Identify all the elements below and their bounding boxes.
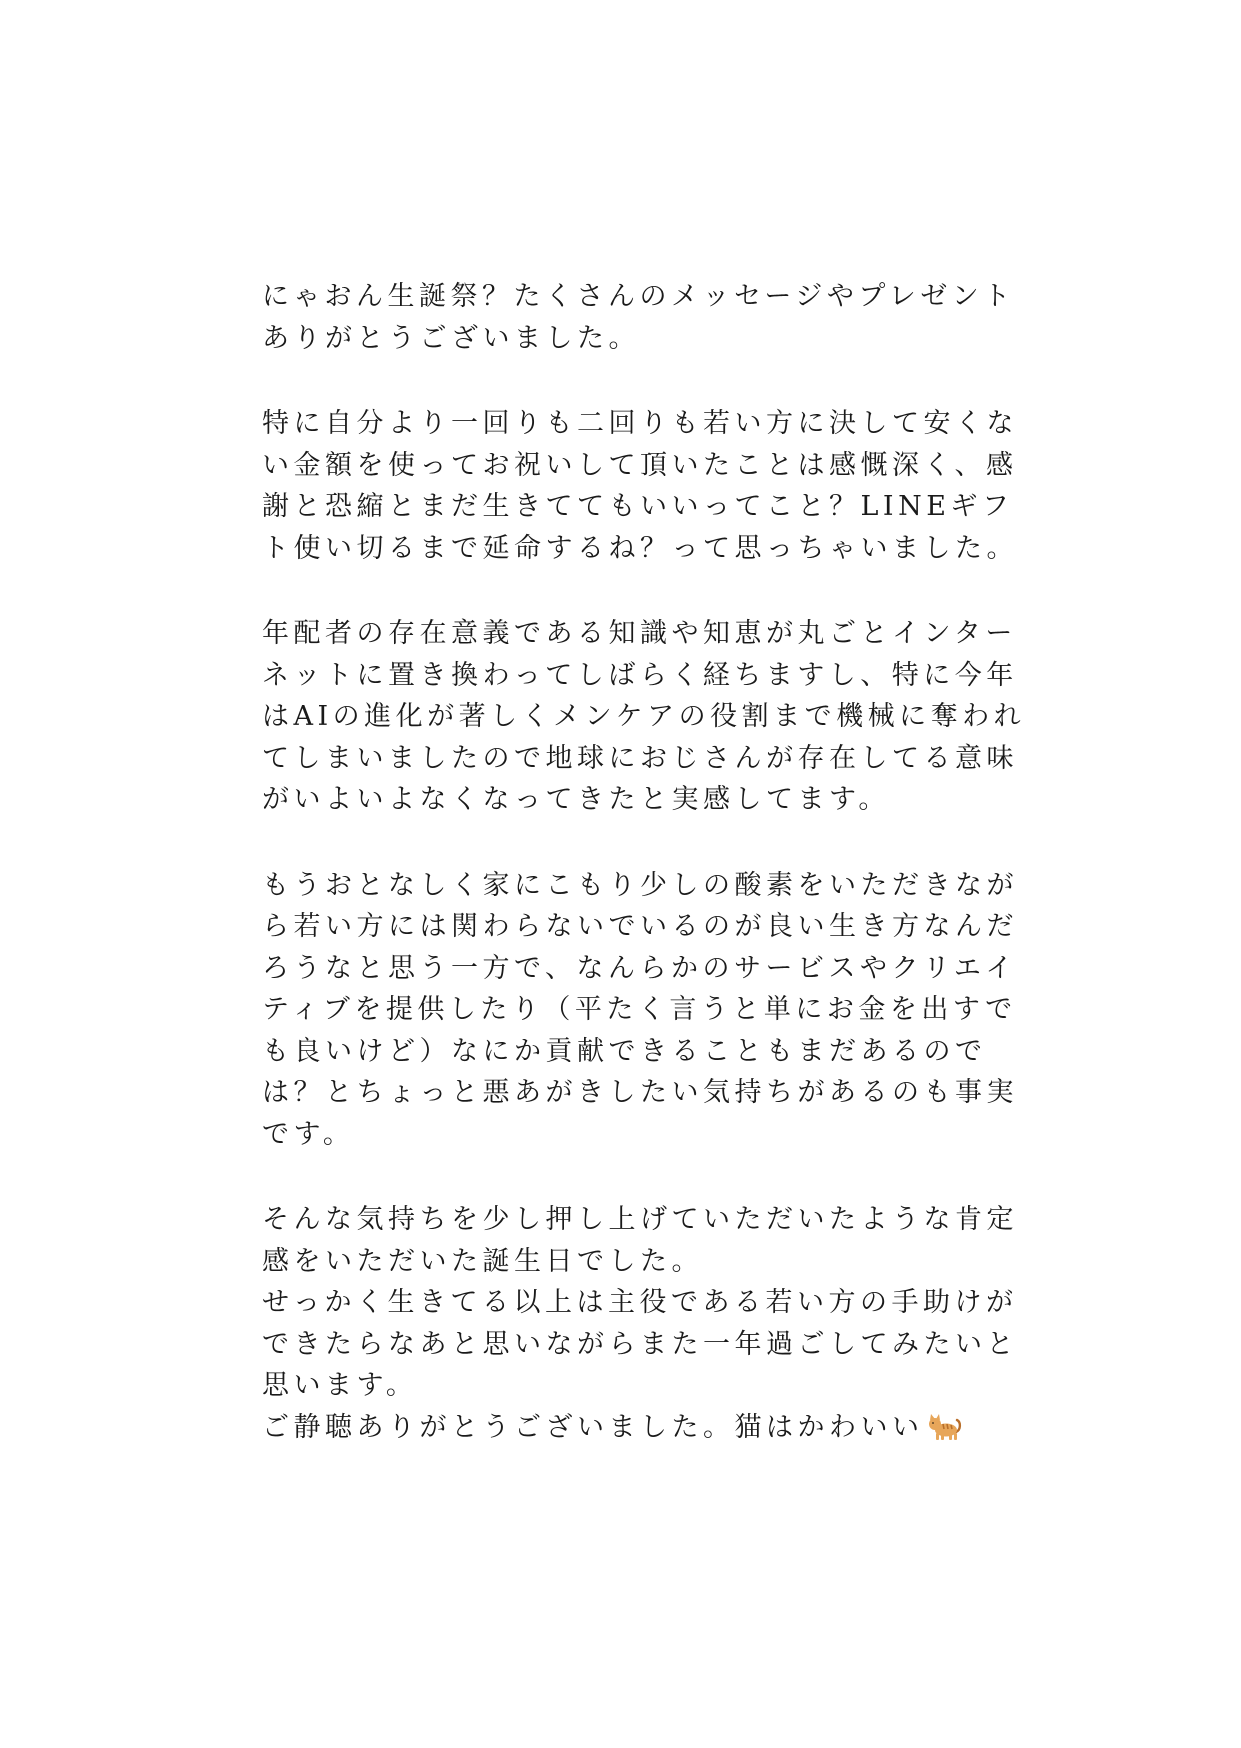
cat-stripe [951,1425,952,1429]
text-line: ら若い方には関わらないでいるのが良い生き方なんだ [262,911,1018,942]
cat-ear-right [936,1414,940,1420]
cat-eye [932,1422,934,1424]
text-line: は？とちょっと悪あがきしたい気持ちがあるのも事実 [262,1077,1018,1108]
text-line: ネットに置き換わってしばらく経ちますし、特に今年 [262,659,1018,691]
text-line: にゃおん生誕祭？たくさんのメッセージやプレゼント [262,281,1015,312]
text-line: ろうなと思う一方で、なんらかのサービスやクリエイ [262,952,1017,984]
text-line: も良いけど）なにか貢献できることもまだあるので [262,1035,987,1067]
cat-stripe [943,1424,944,1429]
text-line: 年配者の存在意義である知識や知恵が丸ごとインター [262,618,1017,649]
cat-leg [954,1433,957,1440]
paragraph-reflection [262,613,1026,821]
text-line: はAIの進化が著しくメンケアの役割まで機械に奪われ [262,701,1026,732]
cat-stripe [947,1424,948,1429]
paragraph-thanks [262,276,1015,359]
text-line: い金額を使ってお祝いして頂いたことは感慨深く、感 [262,449,1018,481]
text-line: ありがとうございました。 [262,322,640,354]
text-line: 特に自分より一回りも二回りも若い方に決して安くな [262,408,1018,439]
text-line: できたらなあと思いながらまた一年過ごしてみたいと [262,1328,1018,1360]
text-line: てしまいましたので地球におじさんが存在してる意味 [262,742,1018,774]
cat-leg [949,1434,952,1440]
text-line: 思います。 [262,1370,418,1401]
text-line: ト使い切るまで延命するね？って思っちゃいました。 [262,532,1018,564]
paragraph-gratitude [262,403,1018,569]
text-line: 謝と恐縮とまだ生きててもいいってこと？LINEギフ [262,491,1014,522]
text-line: せっかく生きてる以上は主役である若い方の手助けが [262,1287,1018,1318]
cat-icon [926,1410,962,1455]
text-line: もうおとなしく家にこもり少しの酸素をいただきなが [262,869,1018,901]
text-line: 感をいただいた誕生日でした。 [262,1245,703,1277]
text-line: です。 [262,1118,355,1150]
paragraph-closing [262,1199,1018,1448]
paragraph-contribution [262,865,1018,1156]
text-line: そんな気持ちを少し押し上げていただいたような肯定 [262,1204,1018,1235]
closing-line [262,1407,992,1449]
text-line: がいよいよなくなってきたと実感してます。 [262,784,890,815]
cat-ear-left [930,1414,935,1420]
text-line: ティブを提供したり（平たく言うと単にお金を出すで [262,994,1017,1025]
message-body [262,276,1026,1492]
cat-leg [941,1434,944,1440]
cat-leg [936,1433,939,1440]
closing-line-text: ご静聴ありがとうございました。猫はかわいい [262,1411,924,1443]
